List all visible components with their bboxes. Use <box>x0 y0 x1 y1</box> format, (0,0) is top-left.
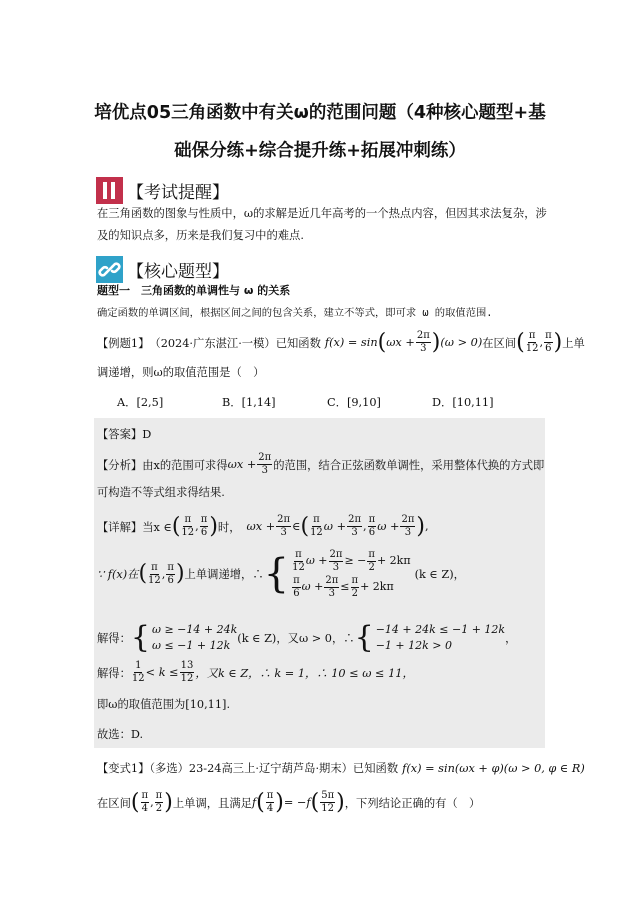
exam-tip-header <box>96 175 229 205</box>
example1-tail-1: 上单 <box>562 336 585 350</box>
example1-mid-text: 在区间 <box>482 336 517 350</box>
fraction-2pi-3: $\frac{2\pi}{3}$ <box>416 330 430 354</box>
type1-title: 题型一 三角函数的单调性与 ω 的关系 <box>97 284 291 297</box>
fraction-pi-6: $\frac{\pi}{6}$ <box>545 330 552 354</box>
choice-line: 故选：D. <box>97 728 144 741</box>
fraction-pi-12: $\frac{\pi}{12}$ <box>525 330 539 354</box>
option-c[interactable]: C．[9,10] <box>327 396 381 409</box>
example1-line-2: 调递增，则ω的取值范围是（ ） <box>97 366 265 379</box>
option-d[interactable]: D．[10,11] <box>432 396 494 409</box>
example1-options <box>117 394 537 410</box>
analysis-line-1: 【分析】由x的范围可求得 ωx + $\frac{2\pi}{3}$ 的范围，结合正弦函数单调性，采用整体代换的方式即 <box>97 452 545 476</box>
exam-tip-heading: 【考试提醒】 <box>127 182 229 203</box>
example1-label: 【例题1】 <box>97 336 150 350</box>
link-icon <box>96 256 123 283</box>
example1-omega-x: ωx + <box>386 336 415 349</box>
type1-description: 确定函数的单调区间，根据区间之间的包含关系，建立不等式，即可求 ω 的取值范围. <box>97 307 493 319</box>
detail-line-1: 【详解】当x ∈ ( $\frac{\pi}{12}$ , $\frac{\pi}{6}$ ) 时， ωx + $\frac{2\pi}{3}$ ∈ ( $\frac{\pi}{12}$ ω + $\frac{2\pi}{3}$ , $\frac{\pi}{6}$ ω + $\frac{2\pi}{3}$ ) , <box>97 513 429 539</box>
document-title <box>60 94 580 170</box>
pause-bars-icon <box>96 177 123 204</box>
answer: 【答案】D <box>97 428 152 441</box>
variant1-line-1: 【变式1】（多选） 23-24高三上·辽宁葫芦岛·期末）已知函数 f(x) = sin(ωx + φ)(ω > 0, φ ∈ R) <box>97 761 585 775</box>
exam-tip-text: 在三角函数的图象与性质中，ω的求解是近几年高考的一个热点内容，但因其求法复杂，涉及的知识点多，历来是我们复习中的难点. <box>97 207 547 242</box>
variant1-line-2: 在区间 ( $\frac{\pi}{4}$ , $\frac{\pi}{2}$ ) 上单调，且满足 f ( $\frac{\pi}{4}$ ) = −f ( $\frac{5\pi}{12}$ ) ，下列结论正确的有（ ） <box>97 789 481 815</box>
range-line: 即ω的取值范围为[10,11]. <box>97 698 231 711</box>
example1-condition: (ω > 0) <box>440 336 483 349</box>
title-line-2: 础保分练+综合提升练+拓展冲刺练） <box>174 141 466 161</box>
solve-line-2: 解得： $\frac{1}{12}$ < k ≤ $\frac{13}{12}$ ，又k ∈ Z，∴ k = 1，∴ 10 ≤ ω ≤ 11， <box>97 660 414 684</box>
example1-line-1: 【例题1】 （2024·广东湛江·一模）已知函数 f(x) = sin ( ωx + $\frac{2\pi}{3}$ ) (ω > 0) 在区间 ( $\frac{\pi}{12}$ , $\frac{\pi}{6}$ ) 上单 <box>97 329 585 355</box>
option-b[interactable]: B．[1,14] <box>222 396 276 409</box>
title-line-1: 培优点05三角函数中有关ω的范围问题（4种核心题型+基 <box>94 103 546 123</box>
solve-line-1: 解得： { ω ≥ −14 + 24k ω ≤ −1 + 12k (k ∈ Z) ，又ω > 0，∴ { −14 + 24k ≤ −1 + 12k −1 + 12k > 0 ， <box>97 620 517 655</box>
core-heading: 【核心题型】 <box>127 261 229 282</box>
detail-line-2: ∵ f(x)在 ( $\frac{\pi}{12}$ , $\frac{\pi}{6}$ ) 上单调递增，∴ { $\frac{\pi}{12}$ ω + $\frac{2\pi}{3}$ ≥ − $\frac{\pi}{2}$ + 2kπ $\frac{\pi}{6}$ ω + $\frac{2\pi}{3}$ ≤ $\frac{\pi}{2}$ + 2kπ (k ∈ Z)， <box>97 548 465 599</box>
example1-func-lhs: f(x) = sin <box>324 336 378 349</box>
example1-source: （2024·广东湛江·一模）已知函数 <box>149 336 321 350</box>
analysis-line-2: 可构造不等式组求得结果. <box>97 486 225 499</box>
option-a[interactable]: A．[2,5] <box>117 396 164 409</box>
